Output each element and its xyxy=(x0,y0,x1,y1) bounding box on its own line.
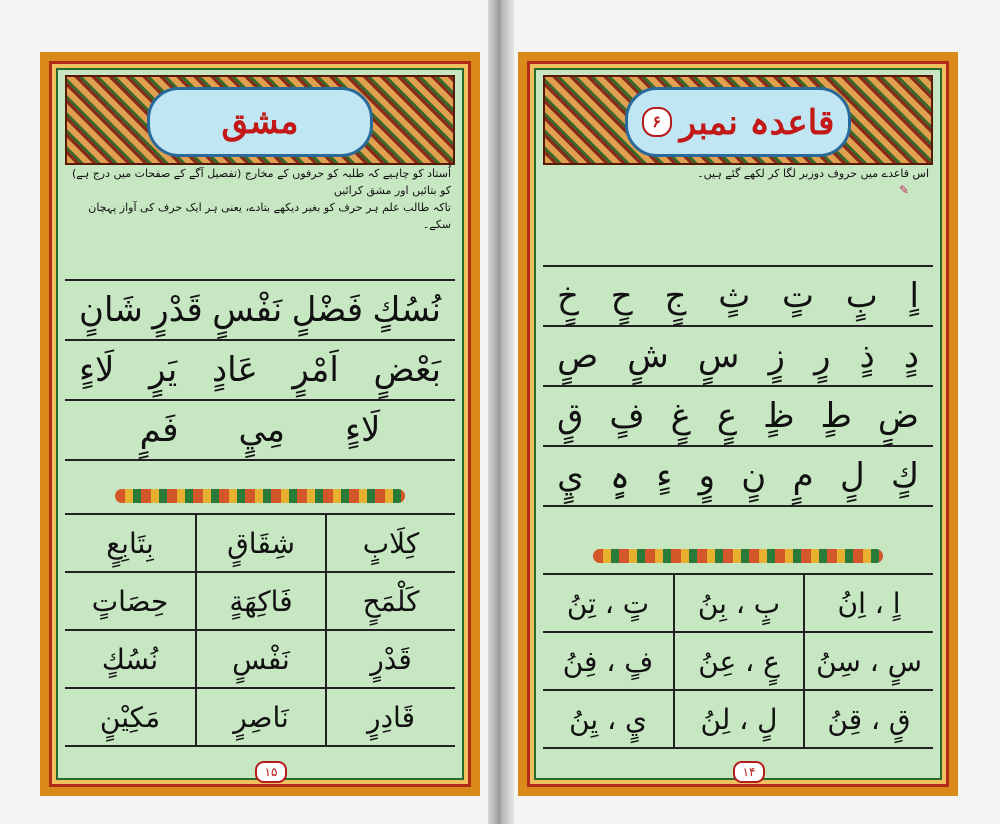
word: مِيٍ xyxy=(238,410,286,450)
grid-cell: قٍ ، قِنُ xyxy=(803,691,933,747)
letter: ہٍ xyxy=(610,456,630,497)
left-row-1 xyxy=(65,281,455,341)
grid-cell: عٍ ، عِنُ xyxy=(673,633,803,691)
letter: كٍ xyxy=(890,456,919,496)
letter: زٍ xyxy=(768,336,785,376)
grid-cell: كِلَابٍ xyxy=(325,515,455,573)
left-page xyxy=(40,52,480,796)
word: اَمْرٍ xyxy=(292,350,339,390)
word: شَانٍ xyxy=(79,290,143,330)
grid-cell: بٍ ، بِنُ xyxy=(673,575,803,633)
left-row-2 xyxy=(65,341,455,401)
right-page-title xyxy=(625,87,851,157)
grid-cell: حِصَاتٍ xyxy=(65,573,195,631)
lesson-number: ۶ xyxy=(642,107,672,137)
lesson-title: قاعدہ نمبر xyxy=(679,102,835,143)
word: فَضْلٍ xyxy=(291,290,364,330)
right-row-1 xyxy=(543,267,933,327)
letter: بٍ xyxy=(845,276,878,316)
left-word-grid xyxy=(65,513,455,747)
letter: سٍ xyxy=(697,336,740,376)
left-page-note xyxy=(69,165,451,261)
grid-cell: نُسُكٍ xyxy=(65,631,195,689)
word: بَعْضٍ xyxy=(373,350,441,390)
grid-cell: فَاكِهَةٍ xyxy=(195,573,325,631)
letter: نٍ xyxy=(741,456,767,496)
grid-cell: قَادِرٍ xyxy=(325,689,455,745)
book-gutter xyxy=(488,0,514,824)
letter: يٍ xyxy=(557,456,584,496)
letter: دٍ xyxy=(903,336,919,376)
letter: ظٍ xyxy=(763,396,795,436)
letter: اٍ xyxy=(909,276,919,316)
grid-cell: سٍ ، سِنُ xyxy=(803,633,933,691)
letter: حٍ xyxy=(610,276,633,316)
left-word-rows xyxy=(65,279,455,461)
left-note-line1: اُستاد کو چاہیے کہ طلبہ کو حرفوں کے مخارج (تفصیل آگے کے صفحات میں درج ہے) کو بتائیں اور مشق کرائیں xyxy=(72,167,451,197)
grid-cell: قَدْرٍ xyxy=(325,631,455,689)
left-page-number: ۱۵ xyxy=(255,761,287,783)
letter: شٍ xyxy=(627,336,669,376)
right-ornament-divider xyxy=(593,549,883,563)
right-row-4 xyxy=(543,447,933,505)
grid-cell: نَفْسٍ xyxy=(195,631,325,689)
letter: قٍ xyxy=(557,396,584,436)
right-page-note xyxy=(547,165,929,261)
letter: ءٍ xyxy=(656,456,673,496)
word: فَمٍ xyxy=(139,410,179,450)
right-row-3 xyxy=(543,387,933,447)
pencil-icon: ✎ xyxy=(898,183,909,197)
grid-cell: يٍ ، يِنُ xyxy=(569,702,647,736)
grid-cell: مَكِيْنٍ xyxy=(99,700,161,734)
letter: جٍ xyxy=(664,276,687,316)
letter: رٍ xyxy=(814,336,831,376)
right-banner xyxy=(543,75,933,165)
word: نَفْسٍ xyxy=(212,290,283,330)
grid-cell: كَلْمَحٍ xyxy=(325,573,455,631)
letter: عٍ xyxy=(716,396,738,436)
word: لَاءٍ xyxy=(345,410,381,450)
right-note-line: اس قاعدے میں حروف دوزبر لگا کر لکھے گئے ہیں۔ xyxy=(697,167,929,180)
letter: صٍ xyxy=(557,336,599,376)
right-row-2 xyxy=(543,327,933,387)
right-page-number: ۱۴ xyxy=(733,761,765,783)
grid-cell: شِقَاقٍ xyxy=(195,515,325,573)
grid-cell: نَاصِرٍ xyxy=(195,689,325,745)
grid-cell: اٍ ، اِنُ xyxy=(803,575,933,633)
letter: لٍ xyxy=(839,456,865,496)
letter: طٍ xyxy=(820,396,852,436)
right-page xyxy=(518,52,958,796)
letter: غٍ xyxy=(670,396,691,436)
word: عَادٍ xyxy=(211,350,258,390)
left-note-line2: تاکہ طالب علم ہر حرف کو بغیر دیکھے بتادے، یعنی ہر ایک حرف کی آواز پہچان سکے۔ xyxy=(88,201,451,231)
right-syllable-grid xyxy=(543,573,933,749)
right-letter-rows xyxy=(543,265,933,507)
grid-cell: فٍ ، فِنُ xyxy=(543,633,673,691)
grid-cell: تٍ ، تِنُ xyxy=(543,575,673,633)
word: يَرٍ xyxy=(149,350,178,390)
letter: ذٍ xyxy=(859,336,875,376)
word: لَاءٍ xyxy=(79,350,115,390)
left-banner xyxy=(65,75,455,165)
letter: مٍ xyxy=(792,456,814,496)
letter: ضٍ xyxy=(877,396,919,436)
left-page-title: مشق xyxy=(147,87,373,157)
word: قَدْرٍ xyxy=(152,290,203,330)
left-ornament-divider xyxy=(115,489,405,503)
letter: تٍ xyxy=(781,276,814,316)
word: نُسُكٍ xyxy=(372,290,441,330)
letter: خٍ xyxy=(557,276,579,316)
grid-cell: لٍ ، لِنُ xyxy=(673,691,803,747)
letter: فٍ xyxy=(609,396,645,436)
letter: وٍ xyxy=(698,456,715,496)
left-row-3 xyxy=(65,401,455,459)
grid-cell: بِتَابِعٍ xyxy=(65,515,195,573)
letter: ثٍ xyxy=(718,276,751,316)
